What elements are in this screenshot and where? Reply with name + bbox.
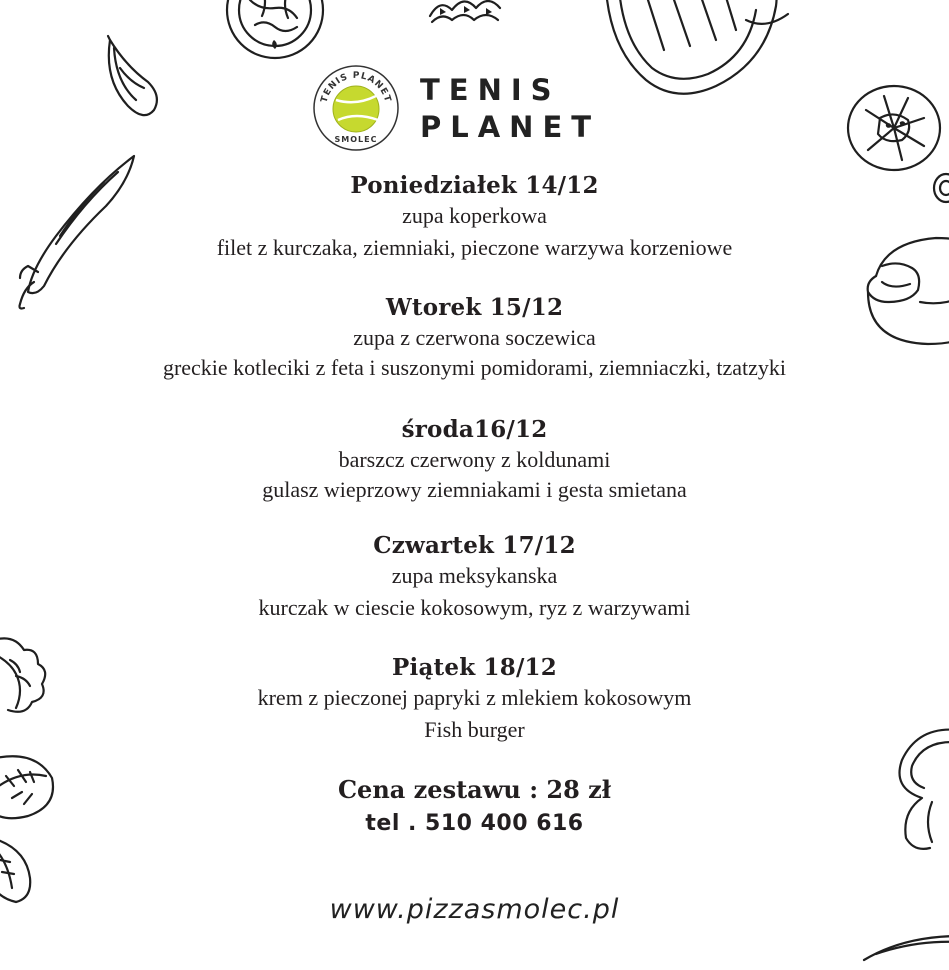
menu-day-wednesday: [0, 416, 949, 505]
sliced-tomato-illustration: [842, 78, 949, 178]
phone-number: tel . 510 400 616: [365, 811, 584, 836]
spatula-illustration: [598, 0, 788, 100]
tomato-illustration: [220, 0, 330, 65]
logo-line-1: TENIS: [420, 73, 561, 107]
logo-line-2: PLANET: [420, 110, 601, 144]
menu-day-friday: [0, 654, 949, 745]
day-title: Poniedziałek 14/12: [350, 172, 599, 199]
tennis-ball-logo-icon: [312, 64, 400, 152]
menu-day-tuesday: [0, 294, 949, 383]
day-soup: barszcz czerwony z koldunami: [338, 447, 611, 472]
day-main: greckie kotleciki z feta i suszonymi pomidorami, ziemniaczki, tzatzyki: [162, 355, 787, 380]
menu-day-monday: [0, 172, 949, 263]
logo-wordmark: [420, 72, 600, 146]
menu-day-thursday: [0, 532, 949, 623]
day-title: Czwartek 17/12: [373, 532, 576, 559]
day-soup: krem z pieczonej papryki z mlekiem kokosowym: [257, 685, 692, 710]
logo-badge-bottom-text: SMOLEC: [334, 135, 378, 144]
day-main: filet z kurczaka, ziemniaki, pieczone warzywa korzeniowe: [216, 235, 733, 260]
day-main: Fish burger: [424, 717, 525, 742]
day-title: Wtorek 15/12: [385, 294, 564, 321]
day-soup: zupa meksykanska: [391, 563, 558, 588]
logo-badge-top-text: TENIS PLANET: [319, 70, 393, 104]
tenis-planet-logo: [312, 64, 601, 150]
bread-twist-illustration: [426, 0, 506, 34]
svg-text:SMOLEC: [335, 135, 378, 144]
website-address: www.pizzasmolec.pl: [329, 894, 620, 925]
day-title: Piątek 18/12: [392, 654, 557, 681]
day-main: gulasz wieprzowy ziemniakami i gesta smietana: [262, 477, 687, 502]
day-soup: zupa koperkowa: [402, 203, 547, 228]
garlic-illustration: [96, 34, 160, 124]
day-title: środa16/12: [401, 416, 548, 443]
set-price: Cena zestawu : 28 zł: [337, 775, 612, 804]
day-soup: zupa z czerwona soczewica: [353, 325, 596, 350]
day-main: kurczak w ciescie kokosowym, ryz z warzywami: [258, 595, 691, 620]
